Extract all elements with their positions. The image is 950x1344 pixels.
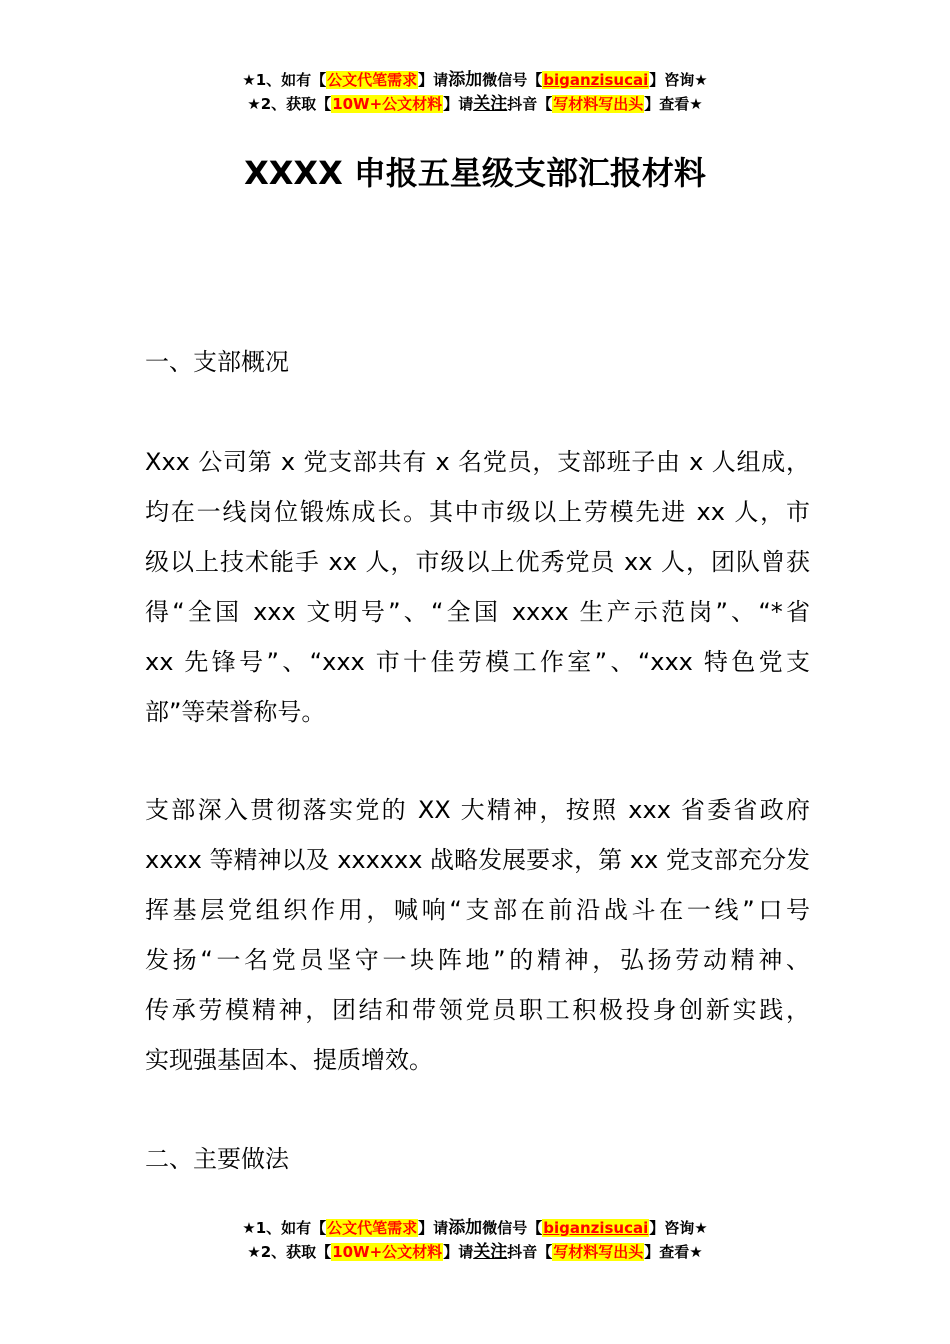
paragraph-line: 发扬“一名党员坚守一块阵地”的精神，弘扬劳动精神、: [145, 946, 810, 974]
paragraph-line: 实现强基固本、提质增效。: [145, 1046, 433, 1074]
promo-highlight-service: 公文代笔需求: [327, 1219, 418, 1237]
promo-line-1: ★1、如有【公文代笔需求】请添加微信号【biganzisucai】咨询★: [242, 1218, 708, 1238]
paragraph-line: 传承劳模精神，团结和带领党员职工积极投身创新实践，: [145, 996, 810, 1024]
paragraph-line: 挥基层党组织作用，喊响“支部在前沿战斗在一线”口号: [145, 896, 810, 924]
promo-highlight-materials: 10W+公文材料: [332, 95, 443, 113]
bottom-promo-banner: [0, 1216, 950, 1264]
paragraph-line: 支部深入贯彻落实党的 XX 大精神，按照 xxx 省委省政府: [145, 796, 810, 824]
paragraph-line: 得“全国 xxx 文明号”、“全国 xxxx 生产示范岗”、“*省: [145, 598, 810, 626]
paragraph-line: xxxx 等精神以及 xxxxxx 战略发展要求，第 xx 党支部充分发: [145, 846, 810, 874]
paragraph-line: xx 先锋号”、“xxx 市十佳劳模工作室”、“xxx 特色党支: [145, 648, 810, 676]
paragraph-implementation: [145, 785, 810, 1085]
paragraph-line: 级以上技术能手 xx 人，市级以上优秀党员 xx 人，团队曾获: [145, 548, 810, 576]
paragraph-line: 均在一线岗位锻炼成长。其中市级以上劳模先进 xx 人，市: [145, 498, 810, 526]
paragraph-line: Xxx 公司第 x 党支部共有 x 名党员，支部班子由 x 人组成，: [145, 448, 810, 476]
promo-wechat-id[interactable]: biganzisucai: [543, 71, 649, 89]
section-heading-practices: 二、主要做法: [145, 1145, 289, 1173]
promo-highlight-materials: 10W+公文材料: [332, 1243, 443, 1261]
promo-line-2: ★2、获取【10W+公文材料】请关注抖音【写材料写出头】查看★: [247, 94, 703, 114]
paragraph-overview: [145, 437, 810, 737]
promo-highlight-service: 公文代笔需求: [327, 71, 418, 89]
document-title: XXXX 申报五星级支部汇报材料: [244, 154, 706, 192]
paragraph-line: 部”等荣誉称号。: [145, 698, 326, 726]
section-heading-overview: 一、支部概况: [145, 348, 289, 376]
promo-wechat-id[interactable]: biganzisucai: [543, 1219, 649, 1237]
top-promo-banner: [0, 68, 950, 116]
promo-line-2: ★2、获取【10W+公文材料】请关注抖音【写材料写出头】查看★: [247, 1242, 703, 1262]
promo-douyin-account: 写材料写出头: [553, 95, 644, 113]
promo-line-1: ★1、如有【公文代笔需求】请添加微信号【biganzisucai】咨询★: [242, 70, 708, 90]
promo-douyin-account: 写材料写出头: [553, 1243, 644, 1261]
